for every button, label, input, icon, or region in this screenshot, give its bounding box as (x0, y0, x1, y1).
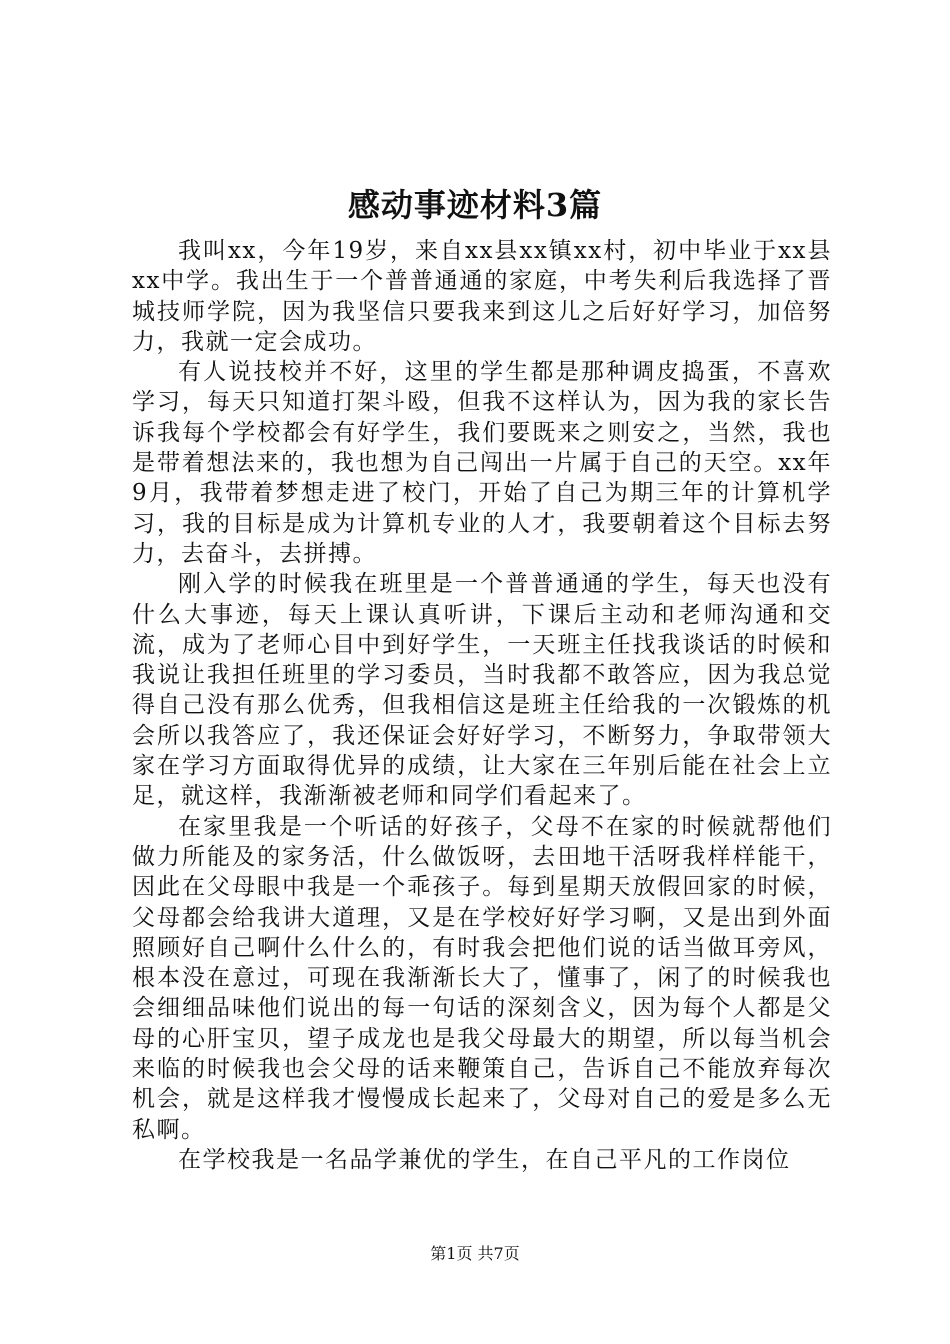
paragraph-4: 在家里我是一个听话的好孩子，父母不在家的时候就帮他们做力所能及的家务活，什么做饭呀，去田地干活呀我样样能干，因此在父母眼中我是一个乖孩子。每到星期天放假回家的时候，父母都会给我讲大道理，又是在学校好好学习啊，又是出到外面照顾好自己啊什么什么的，有时我会把他们说的话当做耳旁风，根本没在意过，可现在我渐渐长大了，懂事了，闲了的时候我也会细细品味他们说出的每一句话的深刻含义，因为每个人都是父母的心肝宝贝，望子成龙也是我父母最大的期望，所以每当机会来临的时候我也会父母的话来鞭策自己，告诉自己不能放弃每次机会，就是这样我才慢慢成长起来了，父母对自己的爱是多么无私啊。 (132, 813, 832, 1143)
paragraph-3: 刚入学的时候我在班里是一个普普通通的学生，每天也没有什么大事迹，每天上课认真听讲，下课后主动和老师沟通和交流，成为了老师心目中到好学生，一天班主任找我谈话的时候和我说让我担任班里的学习委员，当时我都不敢答应，因为我总觉得自己没有那么优秀，但我相信这是班主任给我的一次锻炼的机会所以我答应了，我还保证会好好学习，不断努力，争取带领大家在学习方面取得优异的成绩，让大家在三年别后能在社会上立足，就这样，我渐渐被老师和同学们看起来了。 (132, 571, 832, 810)
document-title: 感动事迹材料3篇 (347, 186, 603, 224)
paragraph-1: 我叫xx，今年19岁，来自xx县xx镇xx村，初中毕业于xx县xx中学。我出生于一个普普通通的家庭，中考失利后我选择了晋城技师学院，因为我坚信只要我来到这儿之后好好学习，加倍努力，我就一定会成功。 (132, 238, 832, 355)
page-footer: 第1页 共7页 (430, 1244, 520, 1263)
paragraph-5: 在学校我是一名品学兼优的学生，在自己平凡的工作岗位 (178, 1146, 791, 1173)
paragraph-2: 有人说技校并不好，这里的学生都是那种调皮捣蛋，不喜欢学习，每天只知道打架斗殴，但我不这样认为，因为我的家长告诉我每个学校都会有好学生，我们要既来之则安之，当然，我也是带着想法来的，我也想为自己闯出一片属于自己的天空。xx年9月，我带着梦想走进了校门，开始了自己为期三年的计算机学习，我的目标是成为计算机专业的人才，我要朝着这个目标去努力，去奋斗，去拼搏。 (132, 359, 832, 567)
document-body (132, 236, 832, 1175)
